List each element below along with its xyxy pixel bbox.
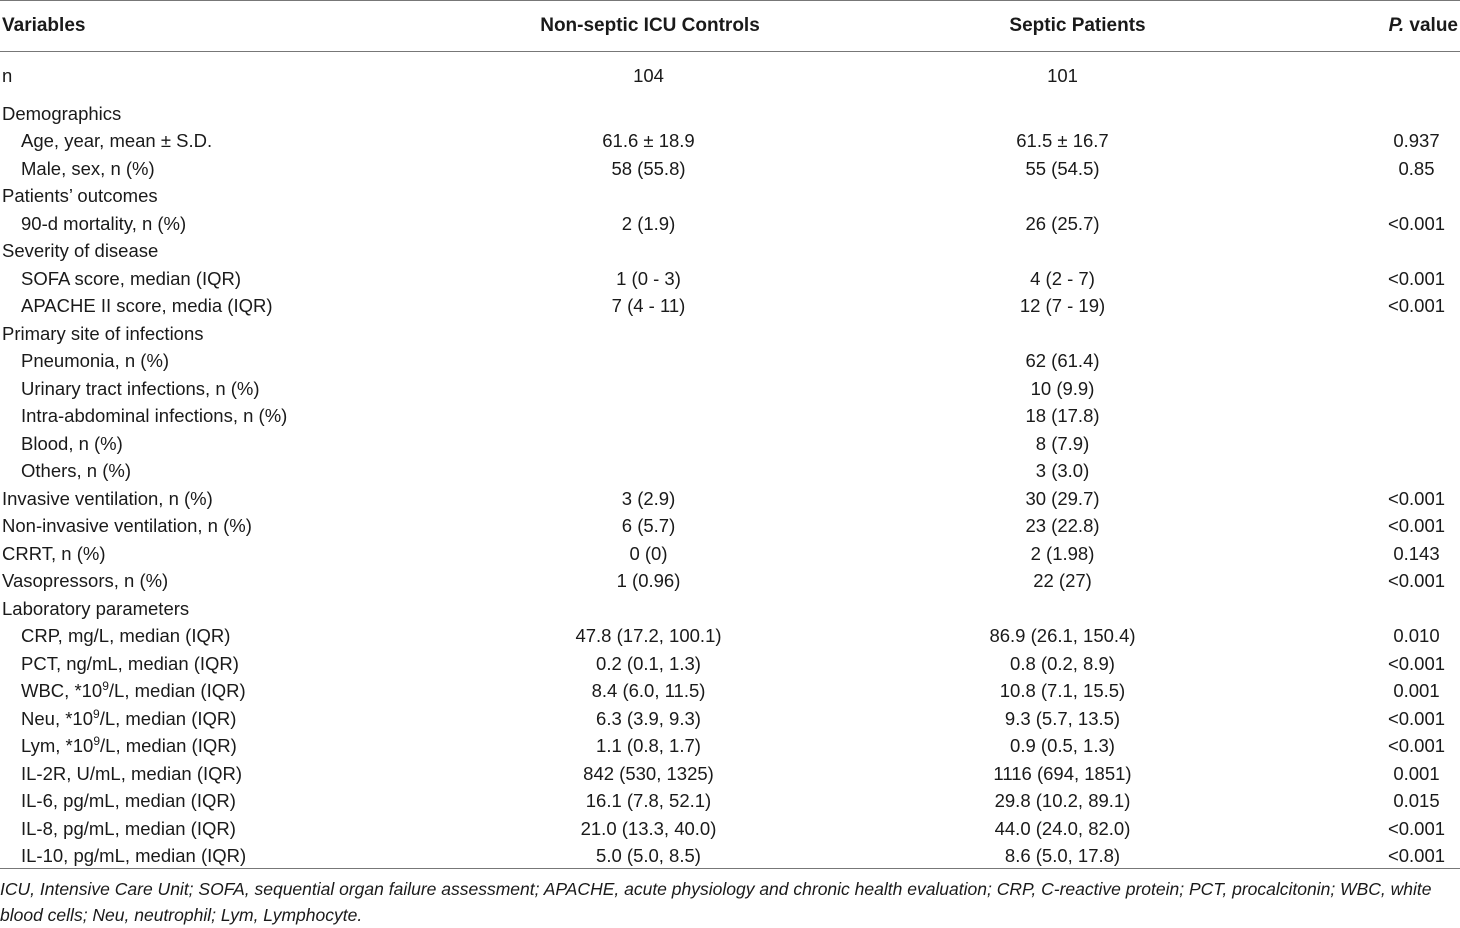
- row-label: [0, 788, 480, 816]
- row-label-text: CRRT, n (%): [2, 542, 106, 564]
- table-row: [0, 760, 1460, 788]
- septic-value: 8 (7.9): [1035, 432, 1090, 454]
- p-value: [1335, 238, 1460, 266]
- controls-value: [480, 375, 820, 403]
- row-label-superscript: 9: [93, 733, 101, 748]
- controls-value: [480, 430, 820, 458]
- septic-value: 2 (1.98): [1030, 542, 1095, 564]
- controls-value: 47.8 (17.2, 100.1): [575, 625, 722, 646]
- header-rule: [0, 51, 1460, 52]
- row-label-text: Severity of disease: [2, 240, 159, 261]
- row-label: [0, 678, 480, 706]
- controls-value: [480, 458, 820, 486]
- row-label: [0, 238, 480, 266]
- row-label: [0, 155, 480, 183]
- controls-value: 58 (55.8): [611, 157, 686, 179]
- table-row: [0, 788, 1460, 816]
- row-label-text: 90-d mortality, n (%): [21, 212, 187, 234]
- septic-value: 9.3 (5.7, 13.5): [1004, 707, 1121, 729]
- table-row: [0, 375, 1460, 403]
- table-row: [0, 595, 1460, 623]
- table-row: [0, 623, 1460, 651]
- p-value: 0.85: [1398, 157, 1435, 179]
- row-label-text: WBC, *10: [21, 680, 103, 701]
- septic-value: [820, 595, 1335, 623]
- row-label-text: Pneumonia, n (%): [21, 350, 170, 371]
- septic-value: 101: [1047, 64, 1078, 86]
- table-row: [0, 458, 1460, 486]
- controls-value: 8.4 (6.0, 11.5): [591, 680, 706, 701]
- row-label-text: Intra-abdominal infections, n (%): [21, 405, 288, 426]
- controls-value: 2 (1.9): [621, 212, 676, 234]
- table-row: [0, 210, 1460, 238]
- row-label: [0, 815, 480, 843]
- controls-value: [480, 403, 820, 431]
- row-label: [0, 128, 480, 156]
- row-label-text: Others, n (%): [21, 460, 131, 481]
- row-label: [0, 650, 480, 678]
- table-row: [0, 348, 1460, 376]
- header-septic: Septic Patients: [1009, 15, 1146, 36]
- row-label-suffix: /L, median (IQR): [108, 680, 246, 701]
- row-label-text: Invasive ventilation, n (%): [2, 487, 213, 509]
- septic-value: 10.8 (7.1, 15.5): [999, 680, 1126, 701]
- p-value: <0.001: [1387, 735, 1446, 756]
- row-label: [0, 183, 480, 211]
- p-value: 0.015: [1393, 790, 1440, 811]
- row-label: [0, 403, 480, 431]
- row-label: [0, 843, 480, 871]
- p-value: <0.001: [1387, 570, 1446, 591]
- table-row: [0, 430, 1460, 458]
- p-value: <0.001: [1387, 295, 1446, 316]
- septic-value: 62 (61.4): [1025, 350, 1100, 371]
- row-label-text: Age, year, mean ± S.D.: [21, 130, 213, 151]
- row-label: [0, 100, 480, 128]
- septic-value: 1116 (694, 1851): [993, 762, 1132, 784]
- controls-value: 104: [633, 64, 664, 86]
- septic-value: 30 (29.7): [1025, 487, 1100, 509]
- p-value: <0.001: [1387, 845, 1446, 866]
- septic-value: 0.8 (0.2, 8.9): [1010, 652, 1115, 674]
- table-row: [0, 128, 1460, 156]
- septic-value: [820, 320, 1335, 348]
- controls-value: 61.6 ± 18.9: [602, 130, 695, 151]
- p-value: <0.001: [1387, 267, 1446, 289]
- row-label: [0, 430, 480, 458]
- table-row: [0, 403, 1460, 431]
- p-value: <0.001: [1387, 707, 1446, 729]
- row-label-text: Vasopressors, n (%): [2, 570, 169, 591]
- p-value: <0.001: [1387, 487, 1446, 509]
- table-row: [0, 733, 1460, 761]
- controls-value: 0 (0): [629, 542, 668, 564]
- header-p-italic: P.: [1388, 15, 1405, 36]
- controls-value: 0.2 (0.1, 1.3): [596, 652, 701, 674]
- p-value: [1335, 183, 1460, 211]
- row-label: [0, 348, 480, 376]
- controls-value: 6.3 (3.9, 9.3): [596, 707, 701, 729]
- p-value: [1335, 375, 1460, 403]
- septic-value: 0.9 (0.5, 1.3): [1010, 735, 1115, 756]
- table-row: [0, 100, 1460, 128]
- table-row: [0, 52, 1460, 100]
- controls-value: 1.1 (0.8, 1.7): [596, 735, 701, 756]
- row-label: [0, 540, 480, 568]
- septic-value: 10 (9.9): [1030, 377, 1095, 399]
- row-label-text: PCT, ng/mL, median (IQR): [21, 652, 239, 674]
- p-value: [1335, 100, 1460, 128]
- controls-value: 21.0 (13.3, 40.0): [580, 817, 717, 839]
- row-label: [0, 595, 480, 623]
- p-value: [1335, 403, 1460, 431]
- row-label-text: Blood, n (%): [21, 432, 123, 454]
- table-row: [0, 265, 1460, 293]
- p-value: [1335, 430, 1460, 458]
- table-row: [0, 293, 1460, 321]
- controls-value: 16.1 (7.8, 52.1): [585, 790, 712, 811]
- septic-value: 86.9 (26.1, 150.4): [989, 625, 1136, 646]
- table-row: [0, 540, 1460, 568]
- septic-value: [820, 238, 1335, 266]
- p-value: 0.001: [1393, 762, 1440, 784]
- row-label: [0, 210, 480, 238]
- table-row: [0, 485, 1460, 513]
- septic-value: [820, 183, 1335, 211]
- row-label: [0, 568, 480, 596]
- p-value: 0.001: [1393, 680, 1440, 701]
- p-value: [1335, 458, 1460, 486]
- septic-value: 22 (27): [1033, 570, 1092, 591]
- table-row: [0, 678, 1460, 706]
- septic-value: 23 (22.8): [1025, 515, 1100, 536]
- row-label-text: SOFA score, median (IQR): [21, 267, 242, 289]
- table-row: [0, 568, 1460, 596]
- controls-value: 1 (0.96): [616, 570, 681, 591]
- p-value: <0.001: [1387, 652, 1446, 674]
- septic-value: 18 (17.8): [1025, 405, 1100, 426]
- septic-value: 3 (3.0): [1035, 460, 1090, 481]
- row-label-suffix: /L, median (IQR): [100, 735, 237, 756]
- controls-value: [480, 238, 820, 266]
- row-label-text: IL-8, pg/mL, median (IQR): [21, 817, 236, 839]
- bottom-rule: [0, 868, 1460, 869]
- header-row: [0, 0, 1460, 52]
- p-value: [1335, 52, 1460, 100]
- controls-value: 1 (0 - 3): [616, 267, 681, 289]
- table-row: [0, 183, 1460, 211]
- row-label: [0, 733, 480, 761]
- septic-value: 44.0 (24.0, 82.0): [994, 817, 1131, 839]
- row-label-superscript: 9: [93, 706, 100, 721]
- row-label-text: Neu, *10: [21, 707, 93, 729]
- septic-value: 61.5 ± 16.7: [1016, 130, 1109, 151]
- septic-value: 55 (54.5): [1025, 157, 1100, 179]
- table-row: [0, 513, 1460, 541]
- table-row: [0, 705, 1460, 733]
- septic-value: 29.8 (10.2, 89.1): [994, 790, 1131, 811]
- p-value: <0.001: [1387, 515, 1446, 536]
- table-row: [0, 155, 1460, 183]
- controls-value: [480, 183, 820, 211]
- table-row: [0, 238, 1460, 266]
- header-p-value: [1335, 0, 1460, 52]
- controls-value: [480, 320, 820, 348]
- p-value: [1335, 595, 1460, 623]
- row-label-text: IL-10, pg/mL, median (IQR): [21, 845, 247, 866]
- table-row: [0, 815, 1460, 843]
- header-variables: Variables: [2, 15, 86, 36]
- septic-value: 8.6 (5.0, 17.8): [1004, 845, 1121, 866]
- row-label: [0, 375, 480, 403]
- table-row: [0, 320, 1460, 348]
- p-value: 0.010: [1393, 625, 1440, 646]
- controls-value: [480, 595, 820, 623]
- header-controls: Non-septic ICU Controls: [540, 15, 760, 36]
- row-label: [0, 485, 480, 513]
- row-label-text: Urinary tract infections, n (%): [21, 377, 260, 399]
- row-label-text: Male, sex, n (%): [21, 157, 155, 179]
- row-label-suffix: /L, median (IQR): [99, 707, 237, 729]
- row-label: [0, 52, 480, 100]
- controls-value: [480, 100, 820, 128]
- table-footnote: ICU, Intensive Care Unit; SOFA, sequential organ failure assessment; APACHE, acute physiology and chronic health evaluation; CRP, C-reactive protein; PCT, procalcitonin; WBC, white blood cells; Neu, neutrophil; Lym, Lymphocyte.: [0, 879, 1432, 925]
- row-label-text: IL-6, pg/mL, median (IQR): [21, 790, 236, 811]
- septic-value: [820, 100, 1335, 128]
- p-value: <0.001: [1387, 817, 1446, 839]
- row-label-text: APACHE II score, media (IQR): [21, 295, 273, 316]
- row-label: [0, 293, 480, 321]
- p-value: <0.001: [1387, 212, 1446, 234]
- row-label-text: IL-2R, U/mL, median (IQR): [21, 762, 243, 784]
- row-label-superscript: 9: [102, 678, 109, 693]
- row-label: [0, 760, 480, 788]
- row-label: [0, 623, 480, 651]
- row-label-text: Demographics: [2, 102, 122, 124]
- controls-value: 3 (2.9): [621, 487, 676, 509]
- row-label: [0, 458, 480, 486]
- septic-value: 12 (7 - 19): [1019, 295, 1106, 316]
- table-row: [0, 843, 1460, 871]
- p-value: [1335, 320, 1460, 348]
- row-label: [0, 513, 480, 541]
- septic-value: 4 (2 - 7): [1030, 267, 1095, 289]
- row-label-text: CRP, mg/L, median (IQR): [21, 625, 231, 646]
- row-label: [0, 320, 480, 348]
- header-p-rest: value: [1404, 15, 1458, 36]
- row-label-text: n: [2, 64, 13, 86]
- p-value: 0.143: [1393, 542, 1440, 564]
- row-label: [0, 265, 480, 293]
- controls-value: 6 (5.7): [621, 515, 676, 536]
- controls-value: 7 (4 - 11): [611, 295, 686, 316]
- controls-value: 5.0 (5.0, 8.5): [596, 845, 701, 866]
- row-label-text: Laboratory parameters: [2, 597, 190, 619]
- table-body: [0, 52, 1460, 870]
- controls-value: [480, 348, 820, 376]
- p-value: [1335, 348, 1460, 376]
- row-label-text: Non-invasive ventilation, n (%): [2, 515, 252, 536]
- row-label-text: Primary site of infections: [2, 322, 204, 344]
- row-label-text: Lym, *10: [21, 735, 94, 756]
- table-row: [0, 650, 1460, 678]
- controls-value: 842 (530, 1325): [583, 762, 714, 784]
- row-label: [0, 705, 480, 733]
- septic-value: 26 (25.7): [1025, 212, 1100, 234]
- p-value: 0.937: [1393, 130, 1440, 151]
- row-label-text: Patients’ outcomes: [2, 185, 158, 206]
